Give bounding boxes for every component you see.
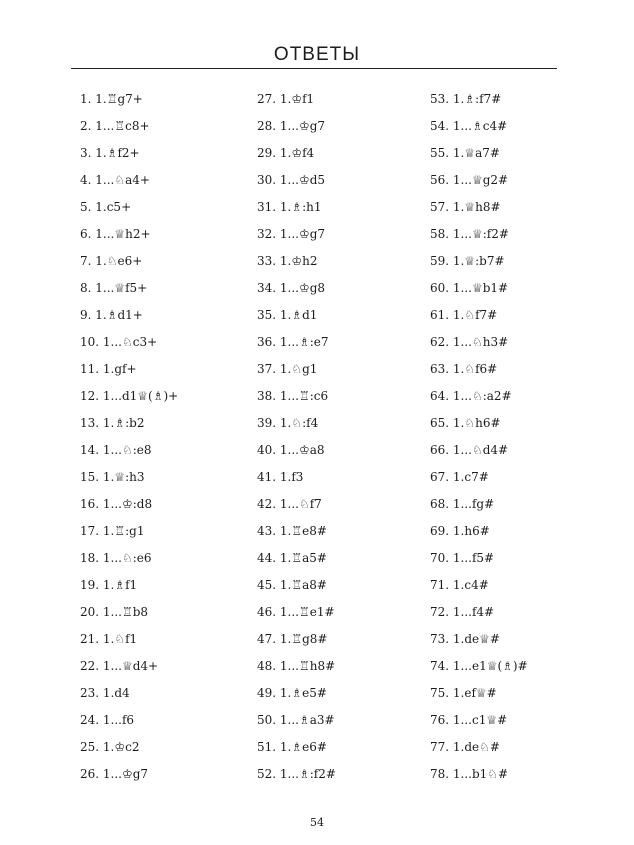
answer-item: 12. 1...d1♕(♗)+ [80, 389, 179, 403]
answer-item: 42. 1...♘f7 [257, 497, 322, 511]
answer-item: 5. 1.c5+ [80, 200, 132, 214]
title-rule [71, 68, 557, 69]
answer-item: 14. 1...♘:e8 [80, 443, 152, 457]
answer-item: 53. 1.♗:f7# [430, 92, 502, 106]
answer-item: 35. 1.♗d1 [257, 308, 318, 322]
answer-item: 3. 1.♗f2+ [80, 146, 140, 160]
answer-item: 26. 1...♔g7 [80, 767, 149, 781]
answer-item: 64. 1...♘:a2# [430, 389, 512, 403]
answer-item: 68. 1...fg# [430, 497, 495, 511]
answers-column-1 [80, 92, 178, 794]
answer-item: 55. 1.♕a7# [430, 146, 500, 160]
answer-item: 46. 1...♖e1# [257, 605, 335, 619]
page-number: 54 [310, 816, 324, 829]
answer-item: 32. 1...♔g7 [257, 227, 326, 241]
answer-item: 38. 1...♖:c6 [257, 389, 329, 403]
answer-item: 25. 1.♔c2 [80, 740, 140, 754]
answer-item: 8. 1...♕f5+ [80, 281, 148, 295]
answer-item: 59. 1.♕:b7# [430, 254, 505, 268]
answer-item: 4. 1...♘a4+ [80, 173, 150, 187]
answer-item: 60. 1...♕b1# [430, 281, 509, 295]
answer-item: 61. 1.♘f7# [430, 308, 498, 322]
answer-item: 65. 1.♘h6# [430, 416, 501, 430]
answer-item: 20. 1...♖b8 [80, 605, 149, 619]
answer-item: 57. 1.♕h8# [430, 200, 501, 214]
answer-item: 63. 1.♘f6# [430, 362, 498, 376]
answer-item: 54. 1...♗c4# [430, 119, 508, 133]
answer-item: 33. 1.♔h2 [257, 254, 318, 268]
answer-item: 22. 1...♕d4+ [80, 659, 159, 673]
answer-item: 69. 1.h6# [430, 524, 490, 538]
answer-item: 44. 1.♖a5# [257, 551, 327, 565]
answer-item: 18. 1...♘:e6 [80, 551, 152, 565]
answer-item: 23. 1.d4 [80, 686, 130, 700]
answer-item: 31. 1.♗:h1 [257, 200, 322, 214]
answer-item: 66. 1...♘d4# [430, 443, 509, 457]
answer-item: 15. 1.♕:h3 [80, 470, 145, 484]
answer-item: 24. 1...f6 [80, 713, 135, 727]
answer-item: 76. 1...c1♕# [430, 713, 508, 727]
answer-item: 11. 1.gf+ [80, 362, 137, 376]
answer-item: 21. 1.♘f1 [80, 632, 138, 646]
answer-item: 75. 1.ef♕# [430, 686, 497, 700]
answer-item: 70. 1...f5# [430, 551, 495, 565]
answer-item: 10. 1...♘c3+ [80, 335, 158, 349]
answer-item: 6. 1...♕h2+ [80, 227, 151, 241]
answer-item: 29. 1.♔f4 [257, 146, 315, 160]
answer-item: 9. 1.♗d1+ [80, 308, 143, 322]
answer-item: 16. 1...♔:d8 [80, 497, 153, 511]
answer-item: 27. 1.♔f1 [257, 92, 315, 106]
answer-item: 43. 1.♖e8# [257, 524, 327, 538]
answer-item: 67. 1.c7# [430, 470, 489, 484]
answer-item: 17. 1.♖:g1 [80, 524, 145, 538]
answers-column-2 [257, 92, 336, 794]
answer-item: 13. 1.♗:b2 [80, 416, 145, 430]
answer-item: 28. 1...♔g7 [257, 119, 326, 133]
answer-item: 30. 1...♔d5 [257, 173, 326, 187]
answer-item: 41. 1.f3 [257, 470, 304, 484]
answer-item: 62. 1...♘h3# [430, 335, 509, 349]
answer-item: 34. 1...♔g8 [257, 281, 326, 295]
answer-item: 48. 1...♖h8# [257, 659, 336, 673]
answer-item: 72. 1...f4# [430, 605, 495, 619]
answer-item: 71. 1.c4# [430, 578, 489, 592]
answer-item: 7. 1.♘e6+ [80, 254, 143, 268]
answer-item: 49. 1.♗e5# [257, 686, 327, 700]
answer-item: 39. 1.♘:f4 [257, 416, 319, 430]
answer-item: 74. 1...e1♕(♗)# [430, 659, 528, 673]
answer-item: 73. 1.de♕# [430, 632, 500, 646]
answer-item: 2. 1...♖c8+ [80, 119, 150, 133]
answer-item: 40. 1...♔a8 [257, 443, 325, 457]
answer-item: 45. 1.♖a8# [257, 578, 327, 592]
answer-item: 1. 1.♖g7+ [80, 92, 143, 106]
answer-item: 77. 1.de♘# [430, 740, 500, 754]
answer-item: 78. 1...b1♘# [430, 767, 509, 781]
answer-item: 50. 1...♗a3# [257, 713, 335, 727]
answer-item: 52. 1...♗:f2# [257, 767, 336, 781]
answer-item: 36. 1...♗:e7 [257, 335, 329, 349]
answer-item: 56. 1...♕g2# [430, 173, 509, 187]
answers-column-3 [430, 92, 528, 794]
answer-item: 51. 1.♗e6# [257, 740, 327, 754]
answer-item: 19. 1.♗f1 [80, 578, 138, 592]
answer-item: 47. 1.♖g8# [257, 632, 328, 646]
answer-item: 37. 1.♘g1 [257, 362, 318, 376]
answer-item: 58. 1...♕:f2# [430, 227, 509, 241]
page-title: ОТВЕТЫ [273, 44, 361, 65]
